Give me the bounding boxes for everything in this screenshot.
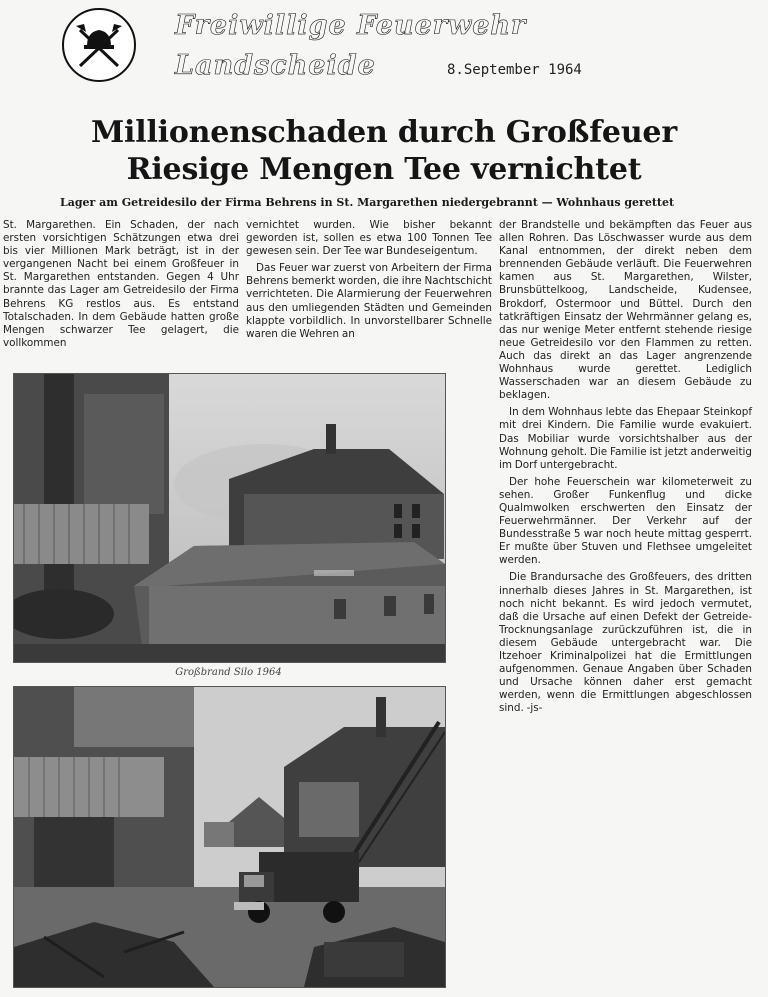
article-column-1 [3,219,239,354]
paragraph: In dem Wohnhaus lebte das Ehepaar Steinkopf mit drei Kindern. Die Familie wurde evakuiert. Das Mobiliar wurde vorsichtshalber aus der Wohnung geholt. Die Familie ist jetzt anderweitig im Dorf untergebracht. [499,406,752,471]
fire-photo-silo [13,373,446,663]
fire-brigade-emblem-icon [62,8,136,82]
org-name-line2: Landscheide [175,50,376,81]
article-column-3 [499,219,752,719]
paragraph: vernichtet wurden. Wie bisher bekannt geworden ist, sollen es etwa 100 Tonnen Tee gewesen sein. Der Tee war Bundeseigentum. [246,219,492,258]
fire-photo-ruins-truck [13,686,446,988]
headline-line1: Millionenschaden durch Großfeuer [91,115,677,150]
paragraph: Der hohe Feuerschein war kilometerweit zu sehen. Großer Funkenflug und dicke Qualmwolken erschwerten den Einsatz der Feuerwehrmänner. Der Verkehr auf der Bundesstraße 5 war noch heute mittag gesperrt. Er mußte über Stuven und Flethsee umgeleitet werden. [499,475,752,567]
paragraph: Die Brandursache des Großfeuers, des dritten innerhalb dieses Jahres in St. Margarethen, ist noch nicht bekannt. Es wird jedoch vermutet, daß die Ursache auf einen Defekt der Getreide-Trocknungsanlage zurückzuführen ist, die in diesem Gebäude untergebracht war. Die Itzehoer Kriminalpolizei hat die Ermittlungen aufgenommen. Genaue Angaben über Schaden und Ursache können daher erst gemacht werden, wenn die Ermittlungen abgeschlossen sind. -js- [499,571,752,715]
headline-line2: Riesige Mengen Tee vernichtet [126,152,642,187]
org-name-line1: Freiwillige Feuerwehr [175,10,527,41]
paragraph: der Brandstelle und bekämpften das Feuer aus allen Rohren. Das Löschwasser wurde aus dem Kanal entnommen, der direkt neben dem brennenden Gebäude verläuft. Die Feuerwehren kamen aus St. Margarethen, Wilster, Brunsbüttelkoog, Landscheide, Kudensee, Brokdorf, Ostermoor und Büttel. Durch den tatkräftigen Einsatz der Wehrmänner gelang es, das nur wenige Meter entfernt stehende riesige neue Getreidesilo vor den Flammen zu retten. Auch das direkt an das Lager angrenzende Wohnhaus wurde gerettet. Lediglich Wasserschaden war an diesem Gebäude zu beklagen. [499,219,752,402]
article-column-2 [246,219,492,345]
publication-date: 8.September 1964 [447,62,582,78]
photo-caption: Großbrand Silo 1964 [175,667,282,678]
subheadline: Lager am Getreidesilo der Firma Behrens in St. Margarethen niedergebrannt — Wohnhaus gerettet [60,196,675,209]
paragraph: St. Margarethen. Ein Schaden, der nach ersten vorsichtigen Schätzungen etwa drei bis vier Millionen Mark beträgt, ist in der vergangenen Nacht bei einem Großfeuer in St. Margarethen entstanden. Gegen 4 Uhr brannte das Lager am Getreidesilo der Firma Behrens KG restlos aus. Es entstand Totalschaden. In dem Gebäude hatten große Mengen schwarzer Tee gelagert, die vollkommen [3,219,239,349]
paragraph: Das Feuer war zuerst von Arbeitern der Firma Behrens bemerkt worden, die ihre Nachtschicht verrichteten. Die Alarmierung der Feuerwehren aus den umliegenden Städten und Gemeinden klappte vorbildlich. In unvorstellbarer Schnelle waren die Wehren an [246,262,492,340]
